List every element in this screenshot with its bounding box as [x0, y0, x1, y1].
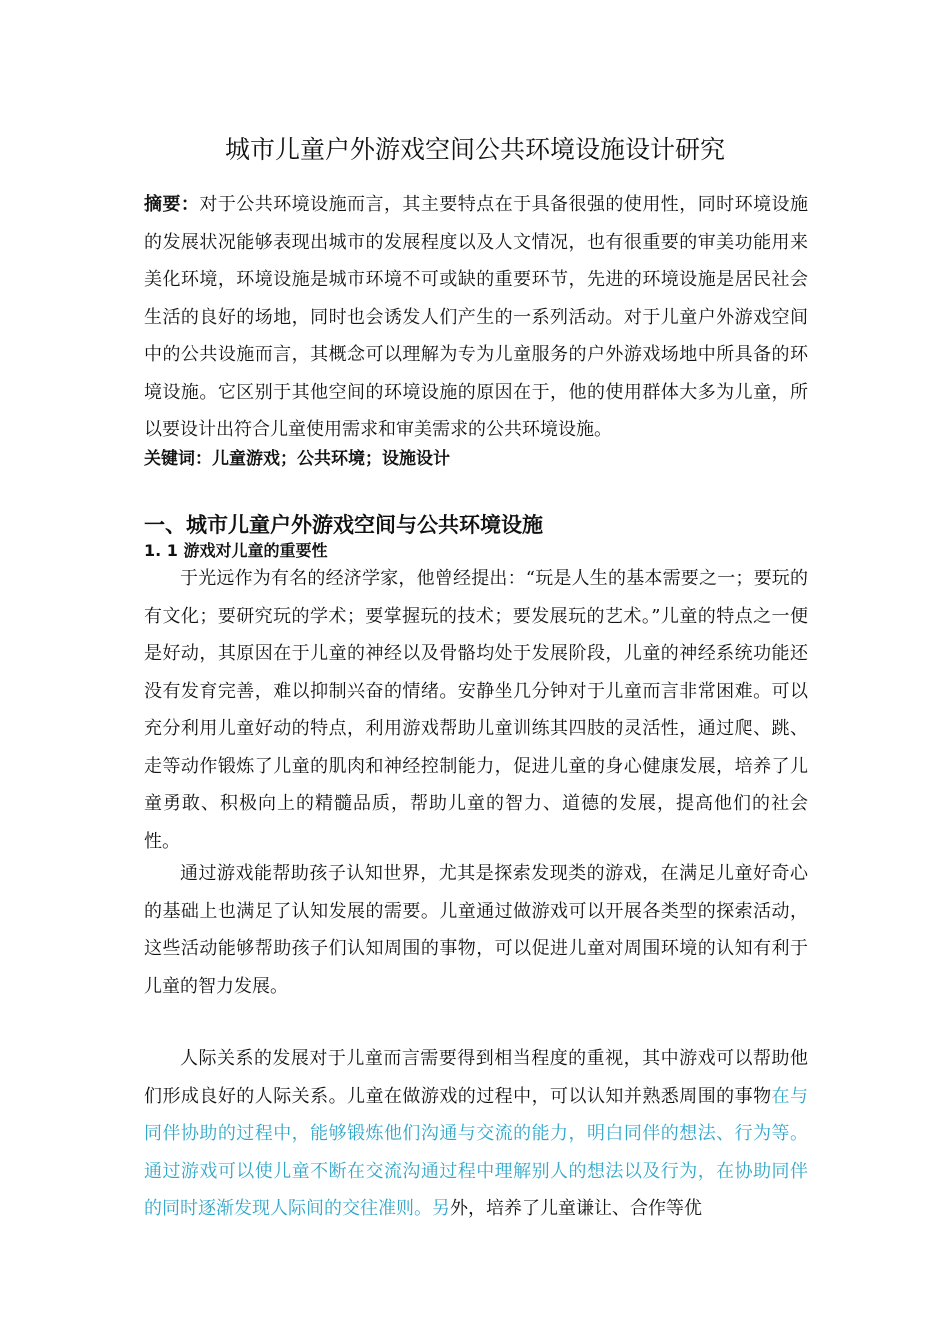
section-heading: 一、城市儿童户外游戏空间与公共环境设施 — [144, 513, 543, 537]
keywords — [144, 445, 808, 473]
body-paragraph-2: 通过游戏能帮助孩子认知世界，尤其是探索发现类的游戏，在满足儿童好奇心的基础上也满足了认知发展的需要。儿童通过做游戏可以开展各类型的探索活动，这些活动能够帮助孩子们认知周围的事物，可以促进儿童对周围环境的认知有利于儿童的智力发展。 — [144, 863, 808, 997]
paragraph-3-part-1: 人际关系的发展对于儿童而言需要得到相当程度的重视，其中游戏可以帮助他们形成良好的人际关系。儿童在做游戏的过程中，可以认知并熟悉周围的事物 — [144, 1048, 808, 1107]
subsection-heading: 1. 1 游戏对儿童的重要性 — [144, 541, 328, 560]
paragraph-3-part-3: 外，培养了儿童谦让、合作等优 — [450, 1198, 702, 1219]
keywords-text: 儿童游戏；公共环境；设施设计 — [212, 449, 450, 469]
paragraph-3-highlighted-text: 在与同伴协助的过程中，能够锻炼他们沟通与交流的能力，明白同伴的想法、行为等。通过游戏可以使儿童不断在交流沟通过程中理解别人的想法以及行为，在协助同伴的同时逐渐发现人际间的交往准则。另 — [144, 1085, 809, 1219]
keywords-label: 关键词： — [144, 449, 212, 469]
body-paragraph-1: 于光远作为有名的经济学家，他曾经提出：“玩是人生的基本需要之一；要玩的有文化；要研究玩的学术；要掌握玩的技术；要发展玩的艺术。”儿童的特点之一便是好动，其原因在于儿童的神经以及骨骼均处于发展阶段，儿童的神经系统功能还没有发育完善，难以抑制兴奋的情绪。安静坐几分钟对于儿童而言非常困难。可以充分利用儿童好动的特点，利用游戏帮助儿童训练其四肢的灵活性，通过爬、跳、走等动作锻炼了儿童的肌肉和神经控制能力，促进儿童的身心健康发展，培养了儿童勇敢、积极向上的精髓品质，帮助儿童的智力、道德的发展，提高他们的社会性。 — [144, 568, 808, 852]
body-paragraph-3 — [144, 1040, 808, 1228]
abstract — [144, 186, 808, 449]
abstract-label: 摘要： — [144, 194, 200, 215]
abstract-text: 对于公共环境设施而言，其主要特点在于具备很强的使用性，同时环境设施的发展状况能够表现出城市的发展程度以及人文情况，也有很重要的审美功能用来美化环境，环境设施是城市环境不可或缺的重要环节，先进的环境设施是居民社会生活的良好的场地，同时也会诱发人们产生的一系列活动。对于儿童户外游戏空间中的公共设施而言，其概念可以理解为专为儿童服务的户外游戏场地中所具备的环境设施。它区别于其他空间的环境设施的原因在于，他的使用群体大多为儿童，所以要设计出符合儿童使用需求和审美需求的公共环境设施。 — [144, 194, 809, 440]
document-title: 城市儿童户外游戏空间公共环境设施设计研究 — [224, 135, 725, 164]
